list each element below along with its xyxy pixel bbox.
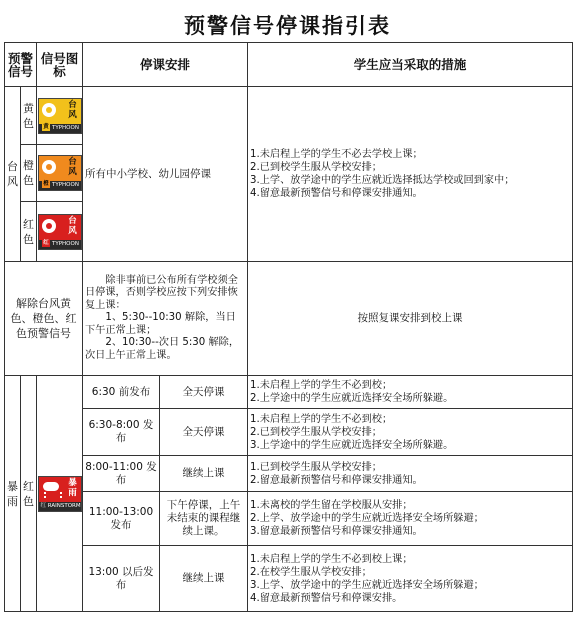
typhoon-category: 台风 <box>5 87 21 262</box>
rainstorm-arrangement: 全天停课 <box>160 376 248 409</box>
lifted-item: 1、5:30--10:30 解除，当日下午正常上课； <box>85 312 236 336</box>
rainstorm-row <box>5 376 573 409</box>
raindrops-icon <box>44 492 62 498</box>
rainstorm-row <box>5 546 573 612</box>
measure-line: 3.上学、放学途中的学生应就近选择抵达学校或回到家中； <box>250 175 515 186</box>
rainstorm-measures: 1.未启程上学的学生不必到校上课； 2.在校学生服从学校安排； 3.上学、放学途中的学生应就近选择安全场所躲避； 4.留意最新预警信号和停课安排。 <box>248 546 573 612</box>
swirl-icon <box>42 103 56 117</box>
typhoon-red-label: 红色 <box>21 202 37 262</box>
rainstorm-measures: 1.已到校学生服从学校安排； 2.留意最新预警信号和停课安排通知。 <box>248 456 573 492</box>
rainstorm-time: 13:00 以后发布 <box>83 546 160 612</box>
document-title: 预警信号停课指引表 <box>184 13 391 38</box>
rainstorm-time: 11:00-13:00 发布 <box>83 492 160 546</box>
header-row <box>5 43 573 87</box>
header-signal: 预警信号 <box>5 43 37 87</box>
lifted-item: 2、10:30--次日 5:30 解除，次日上午正常上课。 <box>85 337 240 361</box>
rainstorm-arrangement: 继续上课 <box>160 546 248 612</box>
lifted-category: 解除台风黄色、橙色、红色预警信号 <box>5 262 83 376</box>
measure-line: 2.已到校学生服从学校安排； <box>250 162 382 173</box>
typhoon-measures <box>248 87 573 262</box>
rainstorm-row <box>5 492 573 546</box>
rainstorm-level: 红色 <box>21 376 37 612</box>
typhoon-red-signal-icon: 台风 红 TYPHOON <box>38 214 82 250</box>
rainstorm-time: 8:00-11:00 发布 <box>83 456 160 492</box>
lifted-arrangement <box>83 262 248 376</box>
lifted-measures: 按照复课安排到校上课 <box>248 262 573 376</box>
rainstorm-time: 6:30-8:00 发布 <box>83 409 160 456</box>
rainstorm-time: 6:30 前发布 <box>83 376 160 409</box>
measure-line: 4.留意最新预警信号和停课安排通知。 <box>250 188 423 199</box>
rainstorm-red-signal-icon: 暴雨 红 RAINSTORM <box>38 476 82 512</box>
rainstorm-row <box>5 409 573 456</box>
rainstorm-arrangement: 下午停课，上午未结束的课程继续上课。 <box>160 492 248 546</box>
rainstorm-measures: 1.未离校的学生留在学校服从安排； 2.上学、放学途中的学生应就近选择安全场所躲避； 3.留意最新预警信号和停课安排通知。 <box>248 492 573 546</box>
header-measures: 学生应当采取的措施 <box>248 43 573 87</box>
typhoon-yellow-row <box>5 87 573 145</box>
lifted-intro: 除非事前已公布所有学校须全日停课，否则学校应按下列安排恢复上课： <box>85 274 238 311</box>
typhoon-orange-label: 橙色 <box>21 145 37 202</box>
header-icon: 信号图标 <box>37 43 83 87</box>
rainstorm-arrangement: 继续上课 <box>160 456 248 492</box>
rainstorm-row <box>5 456 573 492</box>
measure-line: 1.未启程上学的学生不必去学校上课； <box>250 149 423 160</box>
rainstorm-arrangement: 全天停课 <box>160 409 248 456</box>
header-arrangement: 停课安排 <box>83 43 248 87</box>
lifted-row <box>5 262 573 376</box>
swirl-icon <box>42 160 56 174</box>
rainstorm-category: 暴雨 <box>5 376 21 612</box>
guideline-table <box>4 42 573 612</box>
typhoon-orange-signal-icon: 台风 橙 TYPHOON <box>38 155 82 191</box>
cloud-icon <box>43 482 59 491</box>
rainstorm-measures: 1.未启程上学的学生不必到校； 2.上学途中的学生应就近选择安全场所躲避。 <box>248 376 573 409</box>
typhoon-arrangement: 所有中小学校、幼儿园停课 <box>83 87 248 262</box>
typhoon-yellow-label: 黄色 <box>21 87 37 145</box>
typhoon-yellow-signal-icon: 台风 黄 TYPHOON <box>38 98 82 134</box>
swirl-icon <box>42 219 56 233</box>
rainstorm-measures: 1.未启程上学的学生不必到校； 2.已到校学生服从学校安排； 3.上学途中的学生应就近选择安全场所躲避。 <box>248 409 573 456</box>
